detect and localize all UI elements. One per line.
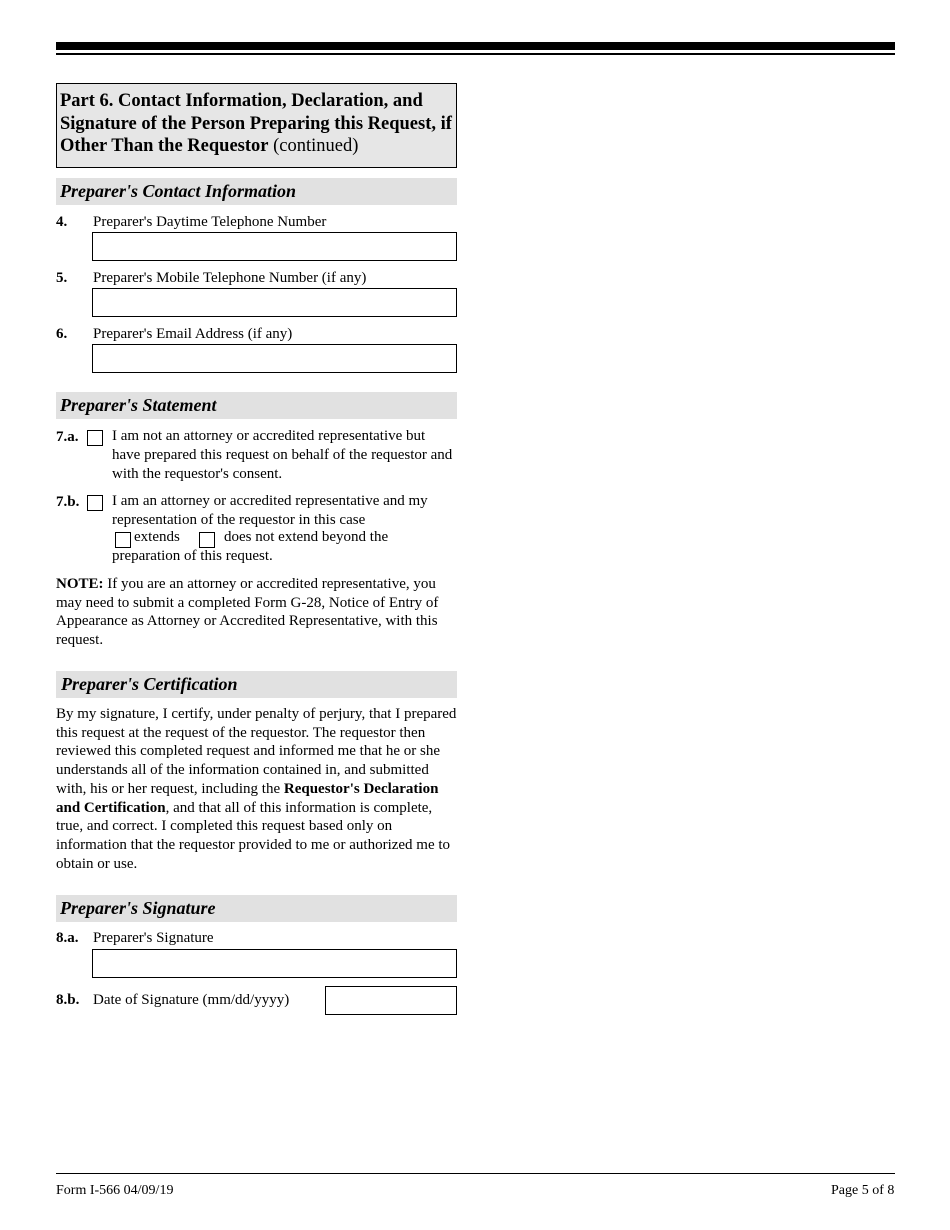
item-8a-label: Preparer's Signature [93, 930, 214, 946]
item-8b-label: Date of Signature (mm/dd/yyyy) [93, 992, 290, 1008]
item-6-label: Preparer's Email Address (if any) [93, 326, 293, 342]
footer-form-id: Form I-566 04/09/19 [56, 1183, 174, 1198]
item-4-label: Preparer's Daytime Telephone Number [93, 214, 327, 230]
header-rule-thin [56, 53, 895, 55]
attorney-checkbox[interactable] [87, 495, 103, 511]
item-8a-number: 8.a. [56, 930, 79, 946]
item-4-number: 4. [56, 214, 68, 230]
certification-text-1: By my signature, I certify, under penalty of perjury, that I prepared this request at the request of the requestor. The requestor then reviewed this completed request and informed me that he or she understands all of the information contained in, and submitted with, his or her request, including the [56, 706, 457, 797]
item-7b-end-text: preparation of this request. [112, 548, 273, 564]
date-of-signature-field[interactable] [325, 986, 457, 1015]
footer-page-number: Page 5 of 8 [831, 1183, 895, 1198]
part-title-bold: Part 6. Contact Information, Declaration, and Signature of the Person Preparing this Request, if Other Than the Requestor [60, 91, 452, 156]
item-8b-number: 8.b. [56, 992, 80, 1008]
signature-section-title: Preparer's Signature [60, 898, 216, 918]
email-field[interactable] [92, 344, 457, 373]
certification-text-bold: Requestor's Declaration and Certification [56, 780, 439, 816]
certification-text-2: , and that all of this information is complete, true, and correct. I completed this request based only on information that the requestor provided to me or authorized me to obtain or use. [56, 799, 451, 872]
certification-section-title: Preparer's Certification [61, 674, 238, 694]
note-label: NOTE: [56, 576, 104, 592]
does-not-extend-checkbox[interactable] [199, 532, 215, 548]
certification-paragraph [56, 705, 457, 873]
note-paragraph [56, 575, 457, 650]
extends-label: extends [134, 529, 180, 545]
statement-section-title: Preparer's Statement [60, 395, 217, 415]
not-attorney-checkbox[interactable] [87, 430, 103, 446]
item-7a-text: I am not an attorney or accredited representative but have prepared this request on behalf of the requestor and with the requestor's consent. [112, 428, 453, 482]
part-title [60, 90, 452, 158]
does-not-extend-label: does not extend beyond the [224, 529, 389, 545]
extends-checkbox[interactable] [115, 532, 131, 548]
item-5-label: Preparer's Mobile Telephone Number (if any) [93, 270, 367, 286]
note-text: If you are an attorney or accredited representative, you may need to submit a completed Form G-28, Notice of Entry of Appearance as Attorney or Accredited Representative, with this request. [56, 576, 439, 649]
daytime-phone-field[interactable] [92, 232, 457, 261]
contact-section-title: Preparer's Contact Information [60, 181, 297, 201]
item-5-number: 5. [56, 270, 68, 286]
item-7b-number: 7.b. [56, 494, 80, 510]
part-title-continued: (continued) [268, 136, 359, 156]
item-6-number: 6. [56, 326, 68, 342]
mobile-phone-field[interactable] [92, 288, 457, 317]
header-rule-thick [56, 42, 895, 50]
footer-rule [56, 1173, 895, 1174]
signature-field[interactable] [92, 949, 457, 978]
item-7b-text: I am an attorney or accredited representative and my representation of the requestor in this case [112, 493, 428, 528]
item-7a-number: 7.a. [56, 429, 79, 445]
